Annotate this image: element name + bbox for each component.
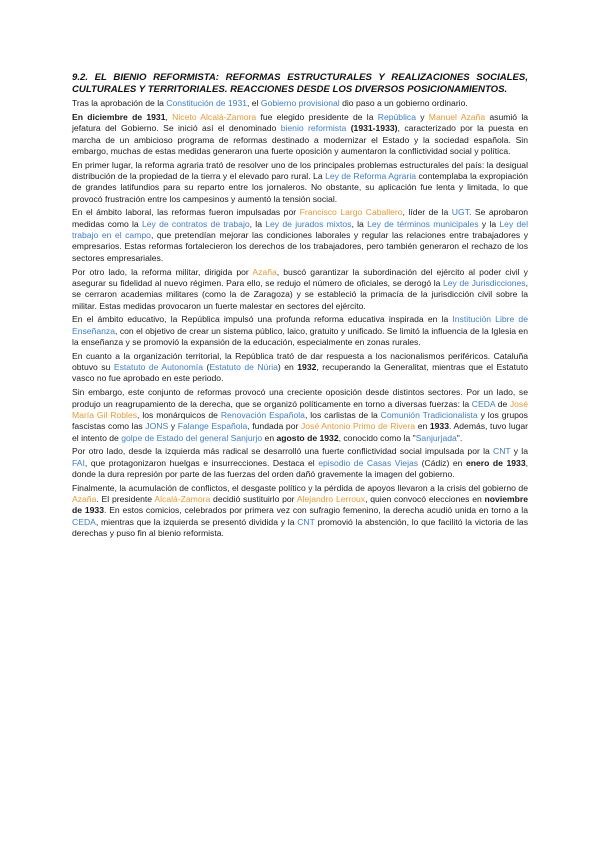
term-link[interactable]: JONS	[145, 421, 169, 432]
text-run: (Cádiz) en	[418, 457, 466, 468]
text-run: (	[202, 362, 210, 373]
text-run: . El presidente	[96, 494, 155, 505]
person-link[interactable]: José Antonio Primo de Rivera	[300, 421, 416, 432]
term-link[interactable]: FAI	[72, 457, 85, 468]
text-run: y	[168, 421, 178, 432]
text-run: , con el objetivo de crear un sistema público, laico, gratuito y unificado. Se limitó la influencia de la Iglesia en la enseñanza y se promovió la expansión de la educación, especialmente en zonas rurales.	[72, 325, 528, 348]
term-link[interactable]: CNT	[297, 516, 315, 527]
text-run: ".	[456, 432, 463, 443]
text-run: , conocido como la "	[338, 432, 416, 443]
text-run: contemplaba la expropiación de grandes latifundios para su reparto entre los jornaleros. No obstante, su aplicación fue lenta y limitada, lo que provocó frustración entre los campesinos y aumentó la tensión social.	[72, 171, 528, 204]
text-run: , donde la dura represión por parte de las fuerzas del orden dañó gravemente la imagen del gobierno.	[72, 457, 528, 479]
term-link[interactable]: CEDA	[471, 398, 496, 409]
paragraph	[72, 160, 528, 205]
text-run: Por otro lado, desde la izquierda más radical se desarrolló una fuerte conflictividad social impulsada por la	[72, 446, 494, 457]
term-link[interactable]: Renovación Española	[220, 409, 305, 420]
paragraph	[72, 483, 528, 540]
term-link[interactable]: Comunión Tradicionalista	[380, 409, 478, 420]
bold-date: agosto de 1932	[276, 432, 339, 443]
document-body	[72, 72, 528, 542]
term-link[interactable]: Ley de jurados mixtos	[265, 218, 352, 229]
text-run: asumió la jefatura del Gobierno. Se inició así el denominado	[72, 111, 529, 134]
text-run: . Se aprobaron medidas como la	[72, 207, 529, 229]
term-link[interactable]: Institución Libre de Enseñanza	[72, 314, 528, 336]
term-link[interactable]: Ley de contratos de trabajo	[141, 218, 250, 229]
term-link[interactable]: República	[377, 111, 416, 122]
term-link[interactable]: episodio de Casas Viejas	[318, 457, 419, 468]
paragraph	[72, 351, 528, 385]
text-run: decidió sustituirlo por	[210, 494, 297, 505]
person-link[interactable]: Alcalá-Zamora	[154, 494, 211, 505]
text-run: , los carlistas de la	[304, 409, 381, 420]
text-run: y	[415, 111, 429, 122]
bold-date: 1933	[429, 421, 449, 432]
term-link[interactable]: Falange Española	[177, 421, 248, 432]
paragraph	[72, 207, 528, 264]
person-link[interactable]: Alejandro Lerroux	[296, 494, 366, 505]
text-run: En el ámbito laboral, las reformas fueron impulsadas por	[72, 207, 300, 218]
text-run: promovió la abstención, lo que facilitó la victoria de las derechas y puso fin al bienio reformista.	[72, 516, 528, 539]
person-link[interactable]: Manuel Azaña	[428, 111, 486, 122]
bold-date: (1931-1933)	[350, 123, 398, 134]
text-run: , recuperando la Generalitat, mientras que el Estatuto vasco no fue aprobado en este periodo.	[72, 362, 529, 384]
term-link[interactable]: Constitución de 1931	[166, 98, 248, 109]
term-link[interactable]: UGT	[451, 207, 469, 218]
text-run: , los monárquicos de	[137, 409, 221, 420]
text-run: de	[495, 398, 510, 409]
text-run: Finalmente, la acumulación de conflictos, el desgaste político y la pérdida de apoyos llevaron a la crisis del gobierno de	[72, 482, 528, 493]
text-run: , líder de la	[402, 207, 452, 218]
term-link[interactable]: Ley de Jurisdicciones	[443, 277, 526, 288]
paragraph	[72, 314, 528, 348]
person-link[interactable]: Azaña	[72, 494, 97, 505]
term-link[interactable]: Ley de Reforma Agraria	[325, 171, 417, 182]
text-run: , caracterizado por la puesta en marcha de un ambicioso programa de reformas destinado a modernizar el Estado y la sociedad española. Sin embargo, muchas de estas medidas generaron una fuerte oposición y aumentaron la conflictividad social y política.	[72, 123, 529, 156]
text-run: y la	[510, 446, 528, 457]
person-link[interactable]: Francisco Largo Caballero	[299, 207, 403, 218]
text-run: Por otro lado, la reforma militar, dirigida por	[72, 266, 253, 277]
term-link[interactable]: Estatuto de Núria	[209, 362, 278, 373]
text-run: , buscó garantizar la subordinación del ejército al poder civil y asegurar su fidelidad al nuevo régimen. Para ello, se redujo el número de oficiales, se derogó la	[72, 266, 528, 288]
paragraph	[72, 112, 528, 157]
term-link[interactable]: Estatuto de Autonomía	[113, 362, 203, 373]
person-link[interactable]: Azaña	[252, 266, 277, 277]
term-link[interactable]: CNT	[493, 446, 511, 457]
text-run: En primer lugar, la reforma agraria trató de resolver uno de los principales problemas estructurales del país: la desigual distribución de la propiedad de la tierra y el elevado paro rural. La	[72, 159, 528, 182]
paragraph	[72, 387, 528, 444]
text-run: , mientras que la izquierda se presentó dividida y la	[95, 516, 298, 527]
bold-date: noviembre de 1933	[72, 494, 529, 516]
text-run: , que pretendían mejorar las condiciones laborales y regular las relaciones entre trabajadores y empresarios. Estas reformas fortalecieron los derechos de los trabajadores, pero también generaron el rechazo de los sectores empresariales.	[72, 230, 528, 263]
bold-date: En diciembre de 1931	[72, 111, 166, 122]
text-run: , que protagonizaron huelgas e insurrecciones. Destaca el	[84, 457, 319, 468]
term-link[interactable]: Sanjurjada	[415, 432, 457, 443]
paragraphs-container	[72, 98, 528, 539]
bold-date: enero de 1933	[465, 457, 526, 468]
text-run: fue elegido presidente de la	[256, 111, 378, 122]
text-run: , fundada por	[247, 421, 301, 432]
text-run: ) en	[277, 362, 298, 373]
paragraph	[72, 446, 528, 480]
text-run: Tras la aprobación de la	[72, 98, 167, 109]
term-link[interactable]: bienio reformista	[280, 123, 347, 134]
person-link[interactable]: Niceto Alcalá-Zamora	[172, 111, 257, 122]
text-run: en	[262, 432, 277, 443]
text-run: Sin embargo, este conjunto de reformas provocó una creciente oposición desde distintos sectores. Por un lado, se produjo un reagrupamiento de la derecha, que se organizó políticamente en torno a diversas fuerzas: la	[72, 387, 528, 409]
text-run: En el ámbito educativo, la República impulsó una profunda reforma educativa inspirada en la	[72, 314, 453, 325]
text-run: y la	[478, 218, 500, 229]
text-run: En cuanto a la organización territorial, la República trató de dar respuesta a los nacionalismos periféricos. Cataluña obtuvo su	[72, 350, 528, 373]
text-run: , se cerraron academias militares (como la de Zaragoza) y se estableció la primacía de la jurisdicción civil sobre la militar. Estas medidas provocaron un fuerte malestar en sectores del ejército.	[72, 277, 528, 311]
bold-date: 1932	[297, 362, 317, 373]
person-link[interactable]: José María Gil Robles	[72, 398, 528, 420]
text-run: en	[415, 421, 430, 432]
term-link[interactable]: CEDA	[72, 516, 96, 527]
text-run: , la	[351, 218, 368, 229]
section-title: 9.2. EL BIENIO REFORMISTA: REFORMAS ESTRUCTURALES Y REALIZACIONES SOCIALES, CULTURALES Y TERRITORIALES. REACCIONES DESDE LOS DIVERSOS POSICIONAMIENTOS.	[72, 72, 528, 95]
text-run: dio paso a un gobierno ordinario.	[339, 98, 468, 109]
term-link[interactable]: Ley del trabajo en el campo	[72, 218, 528, 241]
text-run: , quien convocó elecciones en	[365, 494, 485, 505]
text-run: y los grupos fascistas como las	[72, 409, 528, 432]
text-run: , la	[249, 218, 266, 229]
text-run: . En estos comicios, celebrados por primera vez con sufragio femenino, la derecha acudió unida en torno a la	[103, 505, 528, 516]
text-run: . Además, tuvo lugar el intento de	[72, 421, 529, 443]
term-link[interactable]: golpe de Estado del general Sanjurjo	[121, 432, 263, 443]
paragraph	[72, 98, 528, 109]
term-link[interactable]: Gobierno provisional	[260, 98, 340, 109]
text-run: , el	[247, 98, 261, 109]
text-run: ,	[165, 111, 173, 122]
paragraph	[72, 267, 528, 312]
term-link[interactable]: Ley de términos municipales	[367, 218, 479, 229]
